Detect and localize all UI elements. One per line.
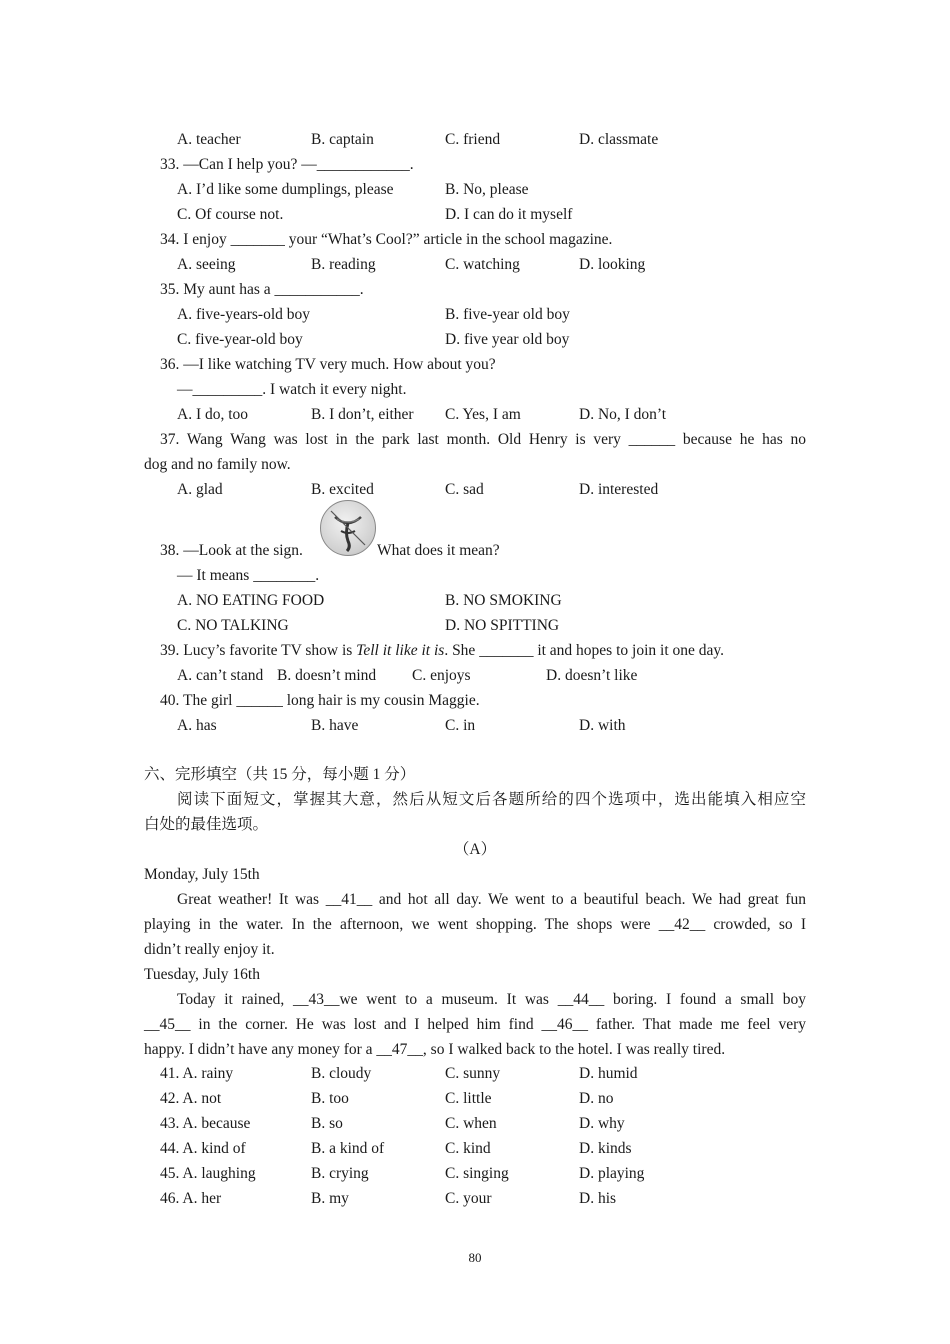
cloze-45-option-c: C. singing [445, 1165, 509, 1182]
cloze-45-option-d: D. playing [579, 1165, 645, 1182]
q39-option-a: A. can’t stand [177, 667, 264, 684]
cloze-43-option-a: 43. A. because [160, 1115, 251, 1132]
q35-option-c: C. five-year-old boy [177, 331, 303, 348]
q38-option-b: B. NO SMOKING [445, 592, 562, 609]
cloze-42-option-b: B. too [311, 1090, 349, 1107]
spitting-mouth-icon [321, 501, 375, 555]
section-instruction: 阅读下面短文，掌握其大意，然后从短文后各题所给的四个选项中，选出能填入相应空 [177, 791, 806, 808]
q34-option-b: B. reading [311, 256, 376, 273]
q36-option-c: C. Yes, I am [445, 406, 521, 423]
passage-line: didn’t really enjoy it. [144, 941, 275, 958]
diary-date-1: Monday, July 15th [144, 866, 260, 883]
q36-option-a: A. I do, too [177, 406, 249, 423]
q38-stem-end: What does it mean? [377, 542, 500, 559]
q39-stem [160, 641, 724, 661]
q38-option-c: C. NO TALKING [177, 617, 289, 634]
q32-option-d: D. classmate [579, 131, 659, 148]
cloze-42-option-d: D. no [579, 1090, 614, 1107]
cloze-44-option-c: C. kind [445, 1140, 491, 1157]
passage-line: Today it rained, __43__we went to a museum. It was __44__ boring. I found a small boy [177, 991, 806, 1008]
page-number: 80 [468, 1250, 482, 1265]
q34-option-d: D. looking [579, 256, 646, 273]
cloze-43-option-c: C. when [445, 1115, 497, 1132]
q37-option-c: C. sad [445, 481, 484, 498]
q33-option-a: A. I’d like some dumplings, please [177, 181, 394, 198]
passage-line: playing in the water. In the afternoon, we went shopping. The shops were __42__ crowded, so I [144, 916, 806, 933]
q35-option-b: B. five-year old boy [445, 306, 570, 323]
q40-option-b: B. have [311, 717, 359, 734]
q37-stem-cont: dog and no family now. [144, 456, 291, 473]
cloze-41-option-a: 41. A. rainy [160, 1065, 234, 1082]
passage-line: happy. I didn’t have any money for a __47__, so I walked back to the hotel. I was really tired. [144, 1041, 726, 1058]
cloze-46-option-a: 46. A. her [160, 1190, 222, 1207]
cloze-46-option-d: D. his [579, 1190, 617, 1207]
passage-line: Great weather! It was __41__ and hot all day. We went to a beautiful beach. We had great fun [177, 891, 806, 908]
q35-option-a: A. five-years-old boy [177, 306, 310, 323]
q35-option-d: D. five year old boy [445, 331, 570, 348]
q32-option-b: B. captain [311, 131, 374, 148]
cloze-42-option-c: C. little [445, 1090, 492, 1107]
q33-option-c: C. Of course not. [177, 206, 284, 223]
q37-stem: 37. Wang Wang was lost in the park last month. Old Henry is very ______ because he has no [160, 431, 806, 448]
cloze-43-option-b: B. so [311, 1115, 343, 1132]
q39-option-d: D. doesn’t like [546, 667, 638, 684]
q34-option-c: C. watching [445, 256, 520, 273]
section-instruction-cont: 白处的最佳选项。 [144, 816, 269, 833]
cloze-44-option-b: B. a kind of [311, 1140, 385, 1157]
q39-option-b: B. doesn’t mind [277, 667, 377, 684]
q36-stem-reply: —_________. I watch it every night. [177, 381, 407, 398]
no-spitting-sign-image [320, 500, 376, 556]
q39-stem-start: 39. Lucy’s favorite TV show is [160, 642, 357, 659]
q36-stem: 36. —I like watching TV very much. How about you? [160, 356, 496, 373]
cloze-45-option-b: B. crying [311, 1165, 369, 1182]
q38-option-d: D. NO SPITTING [445, 617, 560, 634]
cloze-41-option-b: B. cloudy [311, 1065, 372, 1082]
cloze-41-option-c: C. sunny [445, 1065, 501, 1082]
q40-option-d: D. with [579, 717, 626, 734]
q34-option-a: A. seeing [177, 256, 236, 273]
cloze-43-option-d: D. why [579, 1115, 625, 1132]
cloze-44-option-a: 44. A. kind of [160, 1140, 246, 1157]
q36-option-b: B. I don’t, either [311, 406, 414, 423]
q37-option-b: B. excited [311, 481, 374, 498]
q35-stem: 35. My aunt has a ___________. [160, 281, 364, 298]
section-heading: 六、完形填空（共 15 分，每小题 1 分） [144, 766, 416, 783]
q39-show-title: Tell it like it is [356, 642, 445, 659]
cloze-44-option-d: D. kinds [579, 1140, 632, 1157]
cloze-46-option-b: B. my [311, 1190, 349, 1207]
q40-option-a: A. has [177, 717, 217, 734]
q33-option-d: D. I can do it myself [445, 206, 573, 223]
q34-stem: 34. I enjoy _______ your “What’s Cool?” article in the school magazine. [160, 231, 613, 248]
cloze-45-option-a: 45. A. laughing [160, 1165, 256, 1182]
q39-stem-end: . She _______ it and hopes to join it one day. [444, 642, 725, 659]
passage-line: __45__ in the corner. He was lost and I helped him find __46__ father. That made me feel very [144, 1016, 806, 1033]
q38-stem-start: 38. —Look at the sign. [160, 542, 303, 559]
q37-option-a: A. glad [177, 481, 223, 498]
q40-stem: 40. The girl ______ long hair is my cousin Maggie. [160, 692, 480, 709]
diary-date-2: Tuesday, July 16th [144, 966, 260, 983]
q33-option-b: B. No, please [445, 181, 529, 198]
cloze-41-option-d: D. humid [579, 1065, 638, 1082]
q32-option-c: C. friend [445, 131, 501, 148]
q33-stem: 33. —Can I help you? —____________. [160, 156, 414, 173]
q38-option-a: A. NO EATING FOOD [177, 592, 325, 609]
cloze-46-option-c: C. your [445, 1190, 492, 1207]
q32-option-a: A. teacher [177, 131, 241, 148]
q38-stem-reply: — It means ________. [177, 567, 320, 584]
q36-option-d: D. No, I don’t [579, 406, 667, 423]
q40-option-c: C. in [445, 717, 476, 734]
part-label: （A） [453, 841, 497, 858]
q37-option-d: D. interested [579, 481, 659, 498]
q39-option-c: C. enjoys [412, 667, 471, 684]
cloze-42-option-a: 42. A. not [160, 1090, 222, 1107]
